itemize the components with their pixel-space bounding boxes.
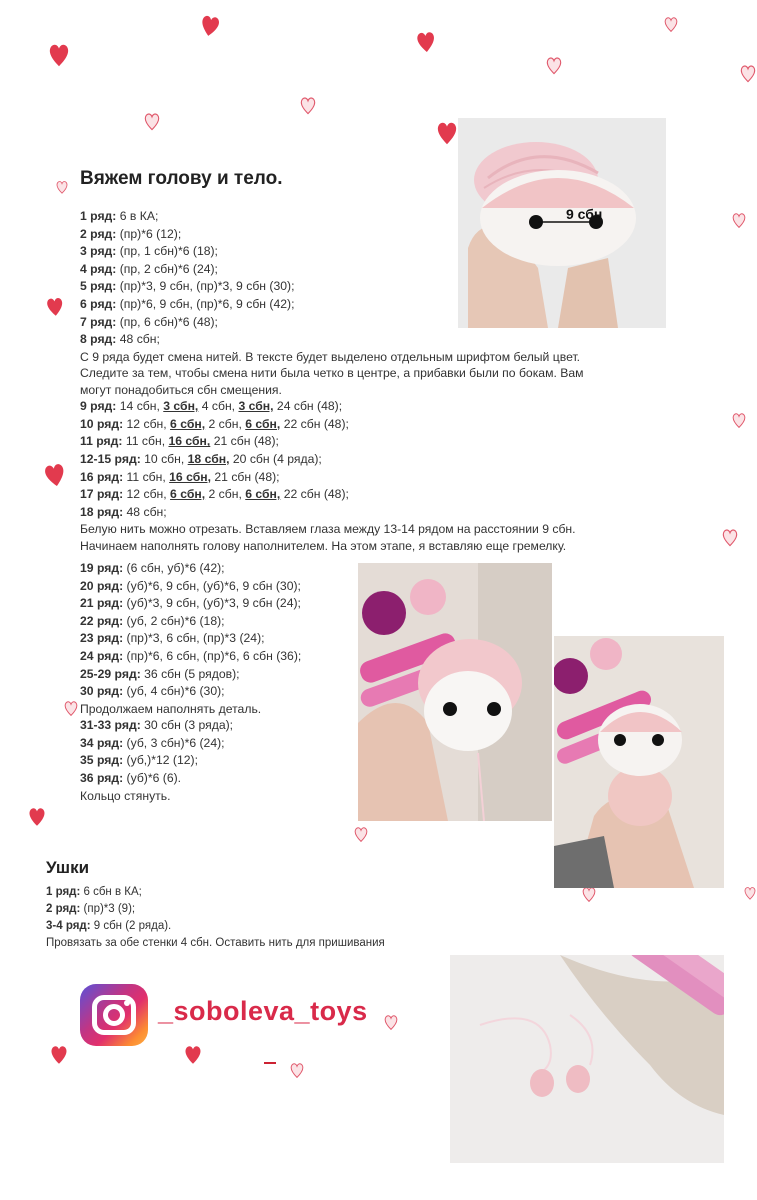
heart-icon [48, 42, 70, 68]
heart-icon [300, 96, 316, 115]
pattern-row: 25-29 ряд: 36 сбн (5 рядов); [80, 666, 240, 681]
decorative-dash [264, 1062, 276, 1064]
pattern-row: 21 ряд: (уб)*3, 9 сбн, (уб)*3, 9 сбн (24); [80, 596, 301, 611]
photo-head-eyes [458, 118, 666, 328]
ears-row: 2 ряд: (пр)*3 (9); [46, 903, 136, 915]
heart-icon [184, 1044, 202, 1066]
pattern-row: 24 ряд: (пр)*6, 6 сбн, (пр)*6, 6 сбн (36); [80, 648, 302, 663]
note-close-ring: Кольцо стянуть. [80, 788, 171, 803]
heart-icon [144, 112, 160, 131]
note-line: могут понадобиться сбн смещения. [80, 382, 282, 397]
note-line: С 9 ряда будет смена нитей. В тексте будет выделено отдельным шрифтом белый цвет. [80, 349, 581, 364]
photo-body-attached [554, 636, 724, 888]
heart-icon [722, 528, 738, 547]
note-eyes [80, 521, 720, 554]
heart-icon [744, 886, 756, 900]
instructions-body-continued [80, 560, 380, 804]
pattern-row: 31-33 ряд: 30 сбн (3 ряда); [80, 718, 234, 733]
photo-ears [450, 955, 724, 1163]
heart-icon [436, 120, 458, 146]
note-thread-change [80, 349, 720, 399]
section-title-head-body: Вяжем голову и тело. [80, 168, 283, 189]
note-keep-stuffing: Продолжаем наполнять деталь. [80, 701, 262, 716]
heart-icon [50, 1044, 68, 1066]
pattern-row: 19 ряд: (6 сбн, уб)*6 (42); [80, 561, 225, 575]
note-ears: Провязать за обе стенки 4 сбн. Оставить нить для пришивания [46, 937, 385, 949]
heart-icon [354, 826, 368, 843]
row-18: 18 ряд: 48 сбн; [80, 504, 167, 519]
instagram-icon[interactable] [80, 984, 148, 1046]
pattern-row: 4 ряд: (пр, 2 сбн)*6 (24); [80, 261, 218, 276]
instagram-handle[interactable]: _soboleva_toys [158, 996, 368, 1026]
note-line: Следите за тем, чтобы смена нити была четко в центре, а прибавки были по бокам. Вам [80, 366, 584, 381]
ears-row: 3-4 ряд: 9 сбн (2 ряда). [46, 920, 172, 932]
pattern-row: 7 ряд: (пр, 6 сбн)*6 (48); [80, 314, 218, 329]
pattern-row: 35 ряд: (уб,)*12 (12); [80, 753, 198, 768]
photo-head-in-hand [358, 563, 552, 821]
pattern-row: 17 ряд: 12 сбн, 6 сбн, 2 сбн, 6 сбн, 22 сбн (48); [80, 487, 349, 502]
heart-icon [42, 460, 68, 490]
section-title-ears: Ушки [46, 858, 90, 877]
instructions-ears [46, 884, 506, 952]
pattern-row: 12-15 ряд: 10 сбн, 18 сбн, 20 сбн (4 ряда); [80, 452, 322, 467]
heart-icon [64, 700, 78, 717]
pattern-row: 30 ряд: (уб, 4 сбн)*6 (30); [80, 684, 225, 699]
pattern-row: 23 ряд: (пр)*3, 6 сбн, (пр)*3 (24); [80, 631, 265, 646]
pattern-row: 22 ряд: (уб, 2 сбн)*6 (18); [80, 613, 225, 628]
pattern-row: 10 ряд: 12 сбн, 6 сбн, 2 сбн, 6 сбн, 22 сбн (48); [80, 416, 349, 431]
heart-icon [290, 1062, 304, 1079]
pattern-row: 8 ряд: 48 сбн; [80, 332, 160, 347]
heart-icon [198, 12, 222, 39]
pattern-row: 20 ряд: (уб)*6, 9 сбн, (уб)*6, 9 сбн (30); [80, 578, 301, 593]
pattern-row: 11 ряд: 11 сбн, 16 сбн, 21 сбн (48); [80, 434, 279, 449]
note-line: Белую нить можно отрезать. Вставляем глаза между 13-14 рядом на расстоянии 9 сбн. [80, 522, 576, 537]
ears-row: 1 ряд: 6 сбн в КА; [46, 886, 142, 898]
pattern-row: 36 ряд: (уб)*6 (6). [80, 771, 182, 786]
note-line: Начинаем наполнять голову наполнителем. На этом этапе, я вставляю еще гремелку. [80, 538, 567, 553]
pattern-row: 2 ряд: (пр)*6 (12); [80, 226, 182, 241]
heart-icon [582, 886, 596, 903]
pattern-row: 34 ряд: (уб, 3 сбн)*6 (24); [80, 735, 225, 750]
pattern-row: 6 ряд: (пр)*6, 9 сбн, (пр)*6, 9 сбн (42); [80, 296, 295, 311]
heart-icon [546, 56, 562, 75]
heart-icon [664, 16, 678, 33]
photo-label-9-sbn: 9 сбн [566, 206, 603, 222]
heart-icon [384, 1014, 398, 1031]
heart-icon [28, 806, 46, 828]
pattern-row: 9 ряд: 14 сбн, 3 сбн, 4 сбн, 3 сбн, 24 сбн (48); [80, 399, 343, 414]
heart-icon [732, 412, 746, 429]
heart-icon [415, 29, 437, 55]
heart-icon [45, 295, 65, 318]
pattern-row: 3 ряд: (пр, 1 сбн)*6 (18); [80, 244, 218, 259]
pattern-row: 5 ряд: (пр)*3, 9 сбн, (пр)*3, 9 сбн (30); [80, 279, 295, 294]
pattern-row: 16 ряд: 11 сбн, 16 сбн, 21 сбн (48); [80, 469, 280, 484]
heart-icon [740, 64, 756, 83]
heart-icon [56, 180, 68, 194]
pattern-row: 1 ряд: 6 в КА; [80, 209, 159, 223]
heart-icon [732, 212, 746, 229]
